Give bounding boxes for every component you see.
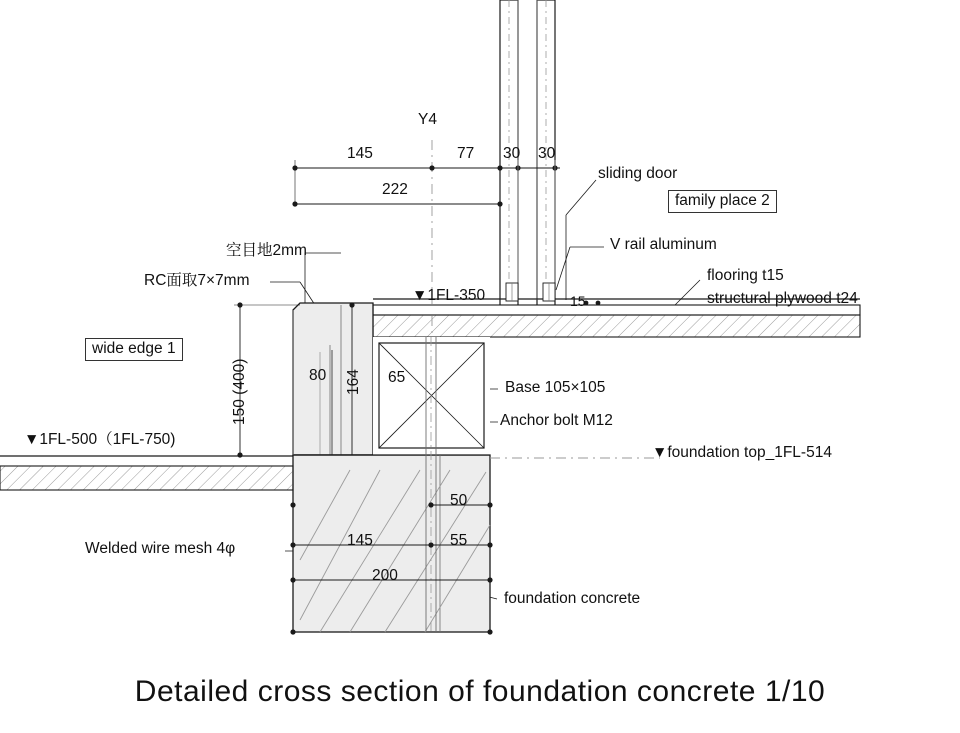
- dim-150-400: 150 (400): [231, 358, 248, 425]
- label-flooring-t15: flooring t15: [707, 267, 784, 284]
- label-air-gap-2mm: 空目地2mm: [226, 242, 307, 259]
- label-family-place-2: family place 2: [668, 190, 777, 213]
- drawing-title: Detailed cross section of foundation concrete 1/10: [134, 675, 826, 708]
- label-anchor-bolt: Anchor bolt M12: [500, 412, 613, 429]
- grid-label-y4: Y4: [418, 111, 437, 128]
- dim-30-a: 30: [503, 145, 521, 162]
- dim-77: 77: [457, 145, 475, 162]
- dim-145-bottom: 145: [347, 532, 373, 549]
- level-mark-1fl-500: ▼1FL-500（1FL-750): [24, 431, 176, 448]
- base-plate-105: [379, 343, 484, 448]
- dim-15: 15: [570, 293, 586, 309]
- level-mark-1fl-350: ▼1FL-350: [412, 287, 486, 304]
- dim-65: 65: [388, 369, 406, 386]
- dim-200: 200: [372, 567, 398, 584]
- dim-80: 80: [309, 367, 327, 384]
- left-floor-slab: [0, 456, 293, 490]
- dim-50: 50: [450, 492, 468, 509]
- dim-55: 55: [450, 532, 468, 549]
- dim-30-b: 30: [538, 145, 556, 162]
- level-mark-foundation-top: ▼foundation top_1FL-514: [652, 444, 832, 461]
- label-sliding-door: sliding door: [598, 165, 678, 182]
- label-v-rail-aluminum: V rail aluminum: [610, 236, 717, 253]
- dim-145-top: 145: [347, 145, 373, 162]
- label-rc-chamfer: RC面取7×7mm: [144, 272, 250, 289]
- dim-222: 222: [382, 181, 408, 198]
- label-foundation-concrete: foundation concrete: [504, 590, 641, 607]
- label-base-105: Base 105×105: [505, 379, 606, 396]
- label-wide-edge-1: wide edge 1: [85, 338, 183, 361]
- dimension-222: [292, 201, 502, 206]
- dimension-chain-top: [292, 160, 560, 300]
- label-welded-wire-mesh: Welded wire mesh 4φ: [85, 540, 236, 557]
- label-structural-plywood-t24: structural plywood t24: [707, 290, 858, 307]
- dim-164: 164: [345, 369, 362, 395]
